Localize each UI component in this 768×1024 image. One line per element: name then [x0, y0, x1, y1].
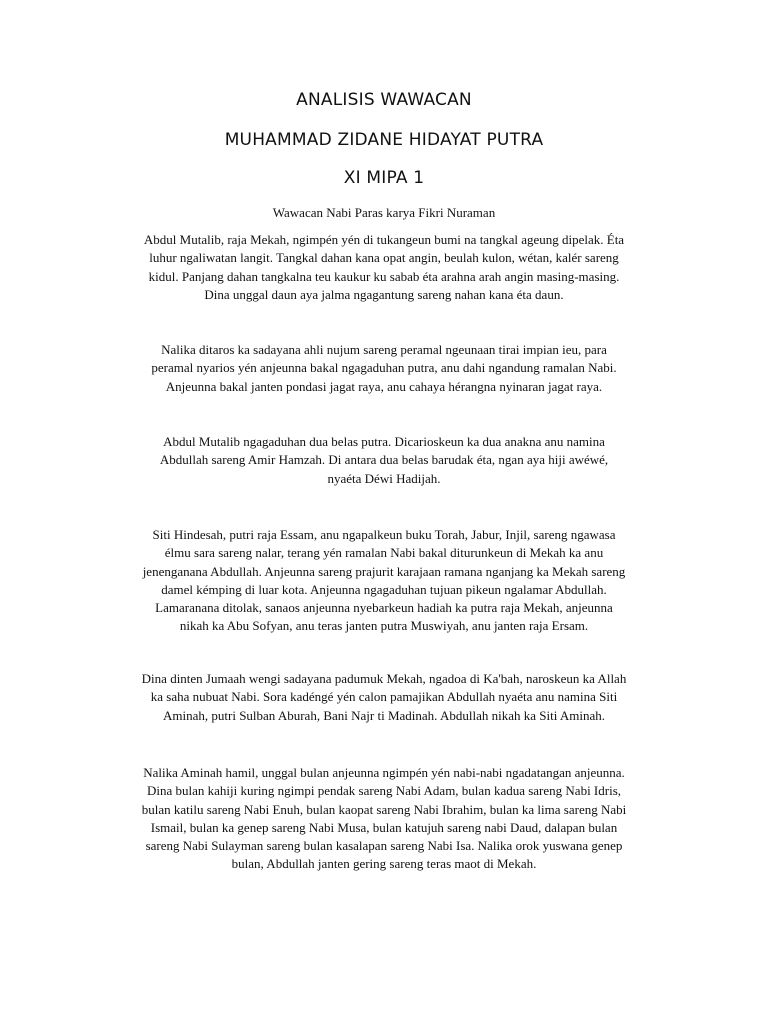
author-name: MUHAMMAD ZIDANE HIDAYAT PUTRA	[224, 130, 544, 150]
class-name: XI MIPA 1	[343, 168, 425, 188]
paragraph-line: nyaéta Déwi Hadijah.	[327, 470, 441, 486]
paragraph-line: peramal nyarios yén anjeunna bakal ngagaduhan putra, anu dahi ngandung ramalan Nabi.	[151, 360, 617, 376]
paragraph-line: Nalika Aminah hamil, unggal bulan anjeunna ngimpén yén nabi-nabi ngadatangan anjeunna.	[143, 765, 625, 780]
paragraph-line: Aminah, putri Sulban Aburah, Bani Najr ti Madinah. Abdullah nikah ka Siti Aminah.	[163, 707, 605, 723]
paragraph-4	[90, 526, 678, 636]
paragraph-line: bulan, Abdullah janten gering sareng teras maot di Mekah.	[231, 856, 537, 872]
paragraph-line: élmu sara sareng nalar, terang yén ramalan Nabi bakal diturunkeun di Mekah ka anu	[164, 545, 604, 561]
paragraph-line: Abdul Mutalib, raja Mekah, ngimpén yén di tukangeun bumi na tangkal ageung dipelak. Éta	[143, 232, 625, 247]
paragraph-6	[90, 764, 678, 874]
paragraph-line: Anjeunna bakal janten pondasi jagat raya, anu cahaya hérangna nyinaran jagat raya.	[165, 378, 603, 394]
paragraph-line: bulan katilu sareng Nabi Enuh, bulan kaopat sareng Nabi Ibrahim, bulan ka lima sareng Nabi	[141, 801, 627, 817]
paragraph-line: sareng Nabi Sulayman sareng bulan kasalapan sareng Nabi Isa. Nalika orok yuswana genep	[145, 838, 623, 854]
document-title: ANALISIS WAWACAN	[296, 90, 472, 110]
paragraph-1	[90, 231, 678, 304]
paragraph-2	[90, 341, 678, 396]
paragraph-line: Dina bulan kahiji kuring ngimpi pendak sareng Nabi Adam, bulan kadua sareng Nabi Idris,	[146, 783, 622, 799]
paragraph-line: Abdullah sareng Amir Hamzah. Di antara dua belas barudak éta, ngan aya hiji awéwé,	[159, 452, 609, 468]
paragraph-line: jenenganana Abdullah. Anjeunna sareng prajurit karajaan ramana nganjang ka Mekah sareng	[142, 563, 626, 579]
paragraph-line: Dina unggal daun aya jalma ngagantung sareng nahan kana éta daun.	[204, 286, 564, 302]
paragraph-line: ka saha nubuat Nabi. Sora kadéngé yén calon pamajikan Abdullah nyaéta anu namina Siti	[150, 689, 618, 705]
paragraph-line: Ismail, bulan ka genep sareng Nabi Musa, bulan katujuh sareng nabi Daud, dalapan bulan	[150, 819, 618, 835]
paragraph-line: luhur ngaliwatan langit. Tangkal dahan kana opat angin, beulah kulon, wétan, kalér sareng	[149, 250, 619, 266]
paragraph-5	[90, 670, 678, 725]
paragraph-line: damel kémping di luar kota. Anjeunna ngagaduhan tujuan pikeun ngalamar Abdullah.	[161, 581, 607, 597]
paragraph-line: Dina dinten Jumaah wengi sadayana padumuk Mekah, ngadoa di Ka'bah, naroskeun ka Allah	[141, 671, 627, 686]
work-subtitle: Wawacan Nabi Paras karya Fikri Nuraman	[272, 205, 496, 220]
paragraph-line: Lamaranana ditolak, sanaos anjeunna nyebarkeun hadiah ka putra raja Mekah, anjeunna	[155, 600, 613, 616]
paragraph-3	[90, 433, 678, 488]
paragraph-line: nikah ka Abu Sofyan, anu teras janten putra Muswiyah, anu janten raja Ersam.	[179, 618, 589, 634]
paragraph-line: Nalika ditaros ka sadayana ahli nujum sareng peramal ngeunaan tirai impian ieu, para	[161, 342, 607, 357]
paragraph-line: Siti Hindesah, putri raja Essam, anu ngapalkeun buku Torah, Jabur, Injil, sareng ngawasa	[152, 527, 616, 542]
paragraph-line: kidul. Panjang dahan tangkalna teu kaukur ku sabab éta arahna arah angin masing-masing.	[148, 268, 620, 284]
paragraph-line: Abdul Mutalib ngagaduhan dua belas putra. Dicarioskeun ka dua anakna anu namina	[163, 434, 605, 449]
